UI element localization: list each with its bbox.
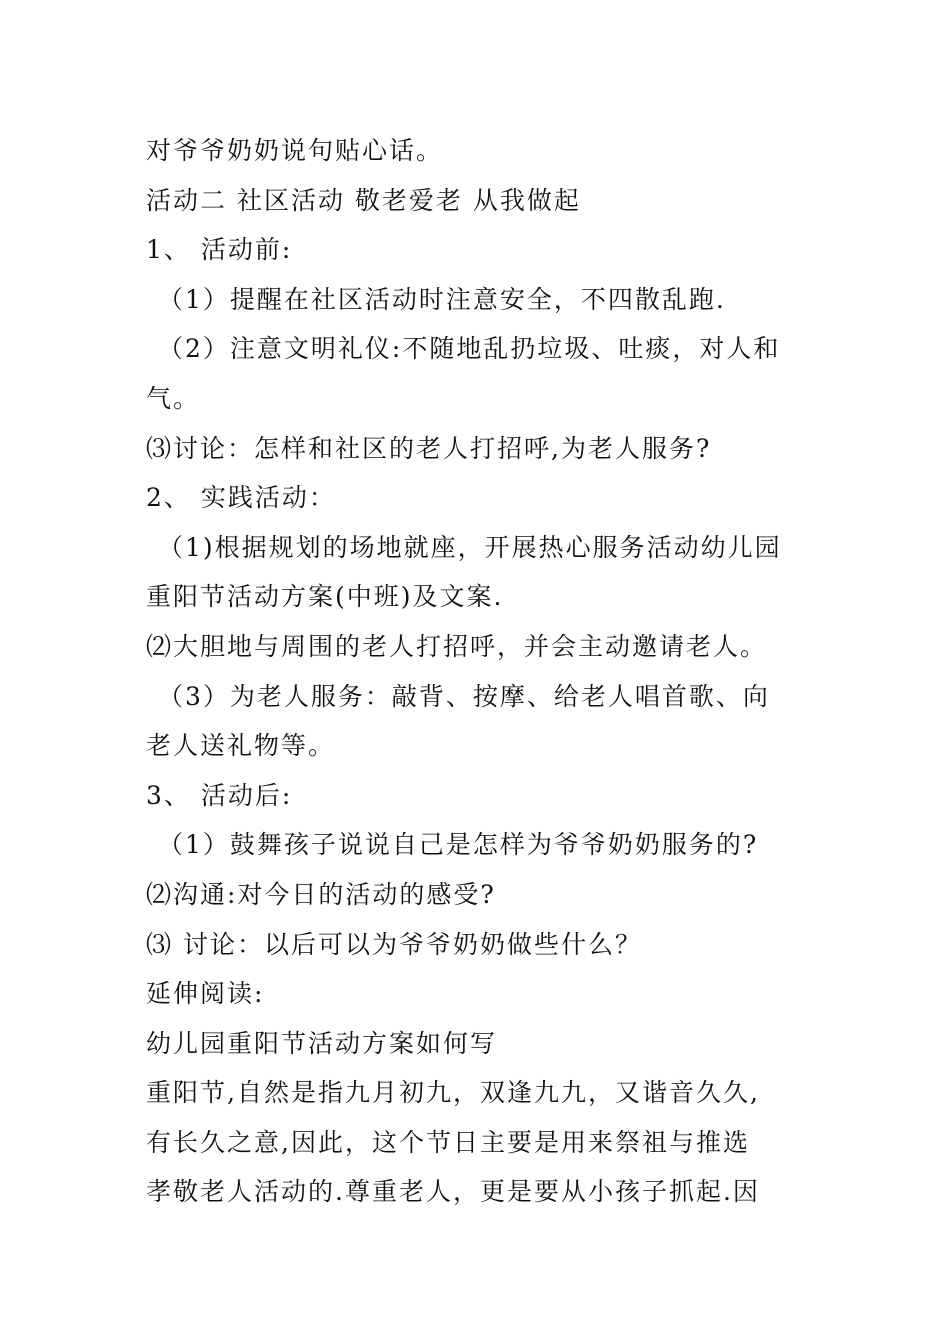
text-line: 2、 实践活动： — [146, 483, 336, 513]
text-line: ⑵沟通:对今日的活动的感受? — [146, 879, 496, 909]
text-line: 孝敬老人活动的.尊重老人，更是要从小孩子抓起.因 — [146, 1177, 760, 1207]
text-line: 重阳节,自然是指九月初九，双逢九九，又谐音久久, — [146, 1078, 760, 1108]
text-line: 对爷爷奶奶说句贴心话。 — [146, 136, 444, 165]
section-heading: 幼儿园重阳节活动方案如何写 — [146, 1028, 498, 1058]
text-line: 有长久之意,因此，这个节日主要是用来祭祖与推选 — [146, 1127, 750, 1157]
text-line: ⑶讨论：怎样和社区的老人打招呼,为老人服务? — [146, 433, 712, 463]
text-line: （1)根据规划的场地就座，开展热心服务活动幼儿园 — [158, 532, 782, 562]
text-line: 延伸阅读: — [146, 979, 265, 1009]
section-heading: 活动二 社区活动 敬老爱老 从我做起 — [146, 185, 581, 215]
text-line: 重阳节活动方案(中班)及文案. — [146, 582, 504, 612]
text-line: （1）鼓舞孩子说说自己是怎样为爷爷奶奶服务的? — [158, 830, 759, 860]
text-line: 气。 — [146, 383, 201, 413]
text-line: （3）为老人服务：敲背、按摩、给老人唱首歌、向 — [158, 681, 770, 711]
text-line: 3、 活动后: — [146, 780, 293, 810]
text-line: ⑶ 讨论：以后可以为爷爷奶奶做些什么？ — [146, 929, 642, 959]
text-line: 1、 活动前: — [146, 235, 293, 265]
text-line: （2）注意文明礼仪:不随地乱扔垃圾、吐痰，对人和 — [158, 334, 781, 364]
text-line: ⑵大胆地与周围的老人打招呼，并会主动邀请老人。 — [146, 631, 768, 661]
text-line: 老人送礼物等。 — [146, 731, 336, 761]
text-line: （1）提醒在社区活动时注意安全，不四散乱跑. — [158, 284, 726, 314]
document-body — [146, 126, 836, 1217]
